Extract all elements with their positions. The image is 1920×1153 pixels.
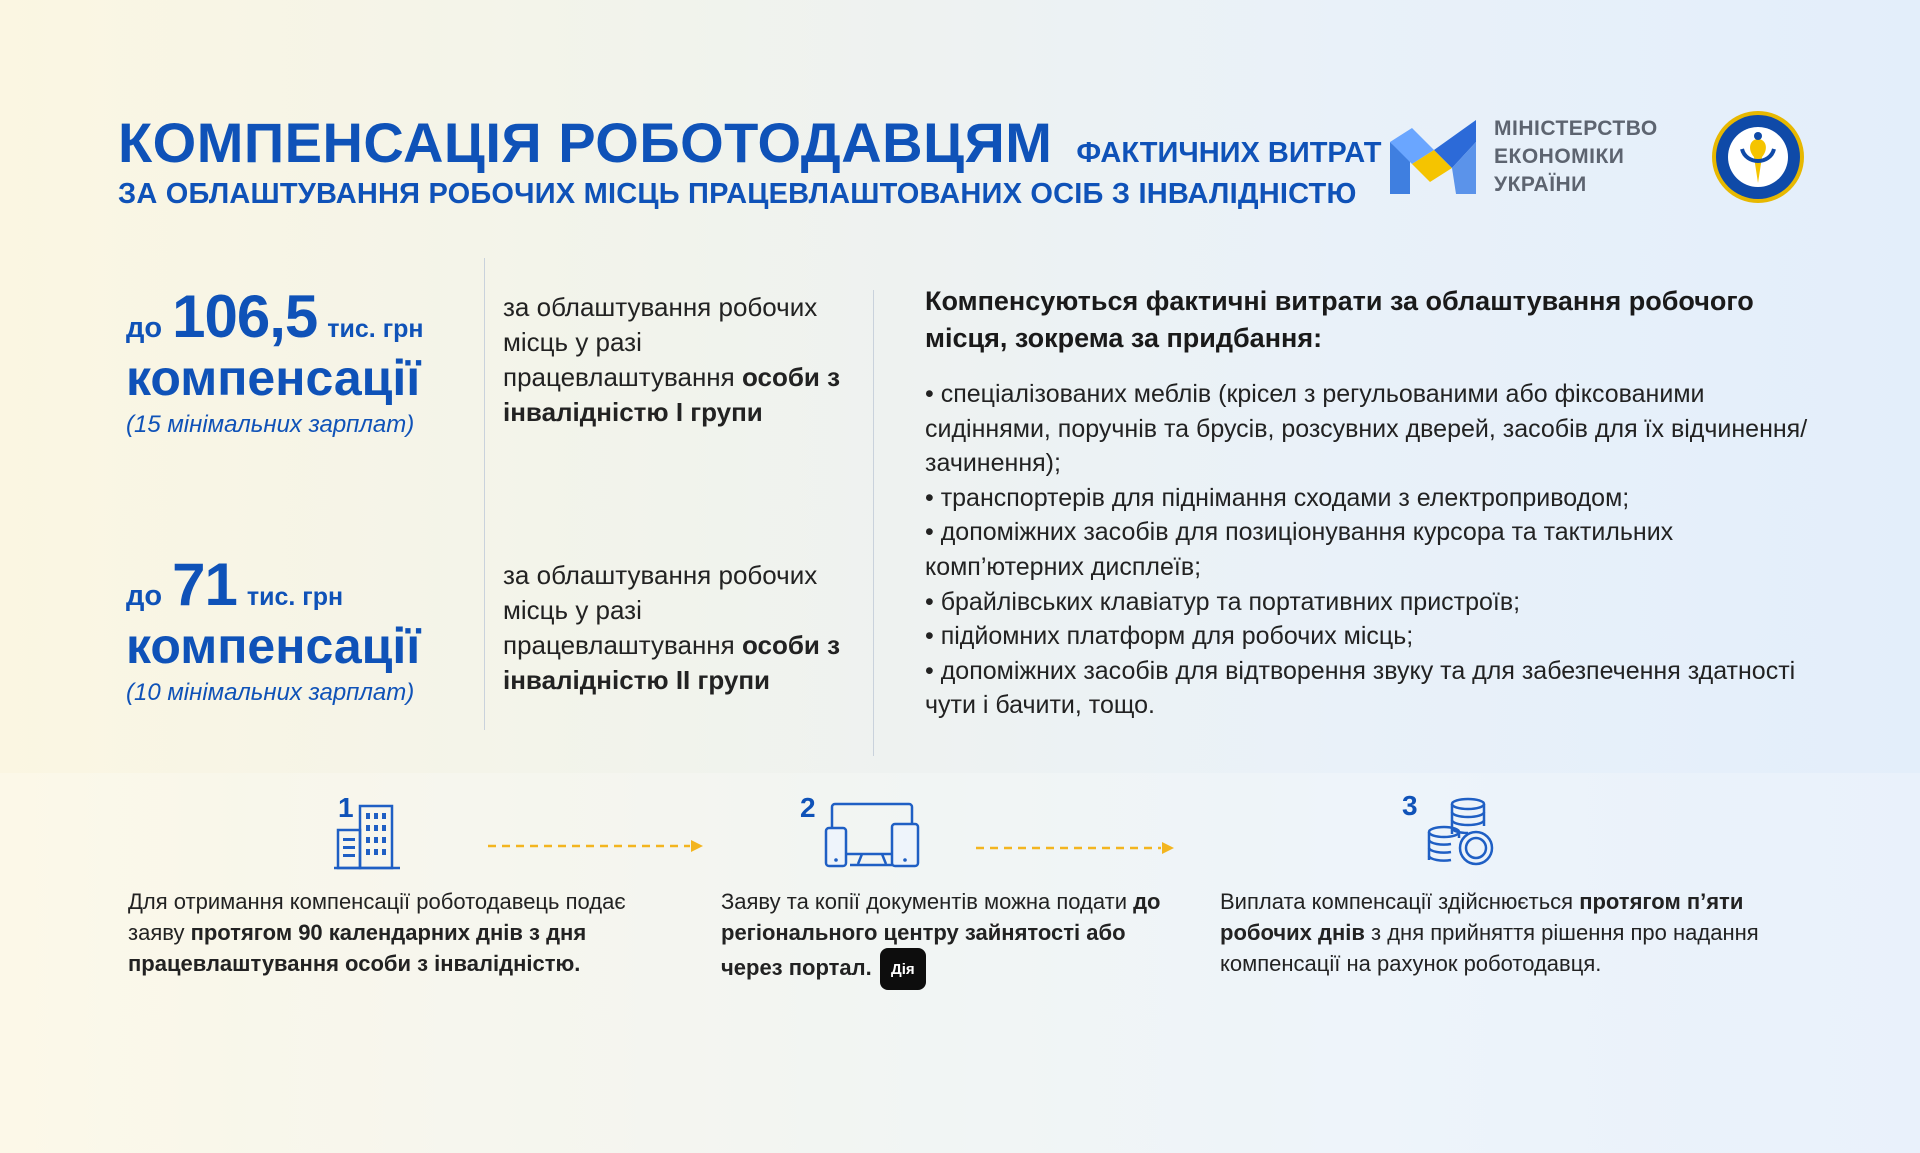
ministry-emblem-icon xyxy=(1390,120,1476,194)
amount-line xyxy=(126,550,420,619)
page-subtitle: ЗА ОБЛАШТУВАННЯ РОБОЧИХ МІСЦЬ ПРАЦЕВЛАШТОВАНИХ ОСІБ З ІНВАЛІДНІСТЮ xyxy=(118,178,1357,210)
step-text-plain: Виплата компенсації здійснюється xyxy=(1220,889,1580,914)
compensation-heading: Компенсуються фактичні витрати за облаштування робочого місця, зокрема за придбання: xyxy=(925,286,1754,353)
amount-note: (10 мінімальних зарплат) xyxy=(126,679,415,706)
amount-word: компенсації xyxy=(126,618,421,674)
arrow-1-to-2 xyxy=(488,840,703,852)
arrow-2-to-3 xyxy=(976,842,1174,854)
building-icon xyxy=(334,800,402,870)
amount-line xyxy=(126,282,423,351)
list-item: • спеціалізованих меблів (крісел з регульованими або фіксованими сидіннями, поручнів та брусів, розсувних дверей, засобів для їх відчинення/зачинення); xyxy=(925,380,1808,478)
amount-block-group1 xyxy=(126,282,423,439)
ministry-line-1: МІНІСТЕРСТВО xyxy=(1494,117,1658,140)
divider-left xyxy=(484,258,485,730)
amount-note: (15 мінімальних зарплат) xyxy=(126,411,415,438)
amount-value: 106,5 xyxy=(172,283,318,350)
ministry-line-3: УКРАЇНИ xyxy=(1494,173,1587,196)
description-bold: особи з інвалідністю I групи xyxy=(503,362,841,427)
ministry-logo xyxy=(1390,115,1658,199)
description-plain: за облаштування робочих місць у разі працевлаштування xyxy=(503,292,818,392)
ministry-line-2: ЕКОНОМІКИ xyxy=(1494,145,1625,168)
step-text-bold: протягом 90 календарних днів з дня працевлаштування особи з інвалідністю. xyxy=(128,920,587,976)
list-item: • допоміжних засобів для відтворення звуку та для забезпечення здатності чути і бачити, тощо. xyxy=(925,656,1796,720)
coins-icon xyxy=(1426,796,1500,868)
title-row xyxy=(118,110,1381,175)
step-text-plain: Для отримання компенсації роботодавець подає заяву xyxy=(128,889,626,945)
amount-unit: тис. грн xyxy=(246,583,344,611)
amount-prefix: до xyxy=(126,312,163,344)
amount-value: 71 xyxy=(172,551,237,618)
step-text-bold: до регіонального центру зайнятості або через портал. xyxy=(721,889,1161,980)
step-text-1 xyxy=(128,886,668,979)
list-item: • транспортерів для піднімання сходами з електроприводом; xyxy=(925,483,1630,512)
step-number-3: 3 xyxy=(1402,790,1418,821)
list-item: • підйомних платформ для робочих місць; xyxy=(925,622,1414,651)
title-side: ФАКТИЧНИХ ВИТРАТ xyxy=(1076,137,1382,169)
step-number-1: 1 xyxy=(338,792,354,823)
description-bold: особи з інвалідністю II групи xyxy=(503,630,841,695)
list-item: • допоміжних засобів для позиціонування курсора та тактильних комп’ютерних дисплеїв; xyxy=(925,518,1674,581)
compensation-list xyxy=(925,377,1825,723)
amount-word: компенсації xyxy=(126,350,421,406)
amount-description-group1 xyxy=(503,290,863,430)
step-text-2 xyxy=(721,886,1171,990)
amount-unit: тис. грн xyxy=(327,315,424,343)
step-text-plain-2: з дня прийняття рішення про надання компенсації на рахунок роботодавця. xyxy=(1220,920,1759,976)
divider-right xyxy=(873,290,874,756)
amount-block-group2 xyxy=(126,550,420,707)
list-item: • брайлівських клавіатур та портативних пристроїв; xyxy=(925,587,1521,616)
devices-icon xyxy=(824,802,920,870)
amount-prefix: до xyxy=(126,580,163,612)
amount-description-group2 xyxy=(503,558,863,698)
step-text-bold: протягом п’яти робочих днів xyxy=(1220,889,1744,945)
ministry-text xyxy=(1494,115,1658,199)
page-title: КОМПЕНСАЦІЯ РОБОТОДАВЦЯМ xyxy=(118,111,1053,174)
step-text-plain: Заяву та копії документів можна подати xyxy=(721,889,1134,914)
description-plain: за облаштування робочих місць у разі працевлаштування xyxy=(503,560,818,660)
diia-badge: Дія xyxy=(880,948,926,990)
step-text-3 xyxy=(1220,886,1800,979)
employment-service-seal-icon xyxy=(1710,109,1806,205)
step-number-2: 2 xyxy=(800,792,816,823)
